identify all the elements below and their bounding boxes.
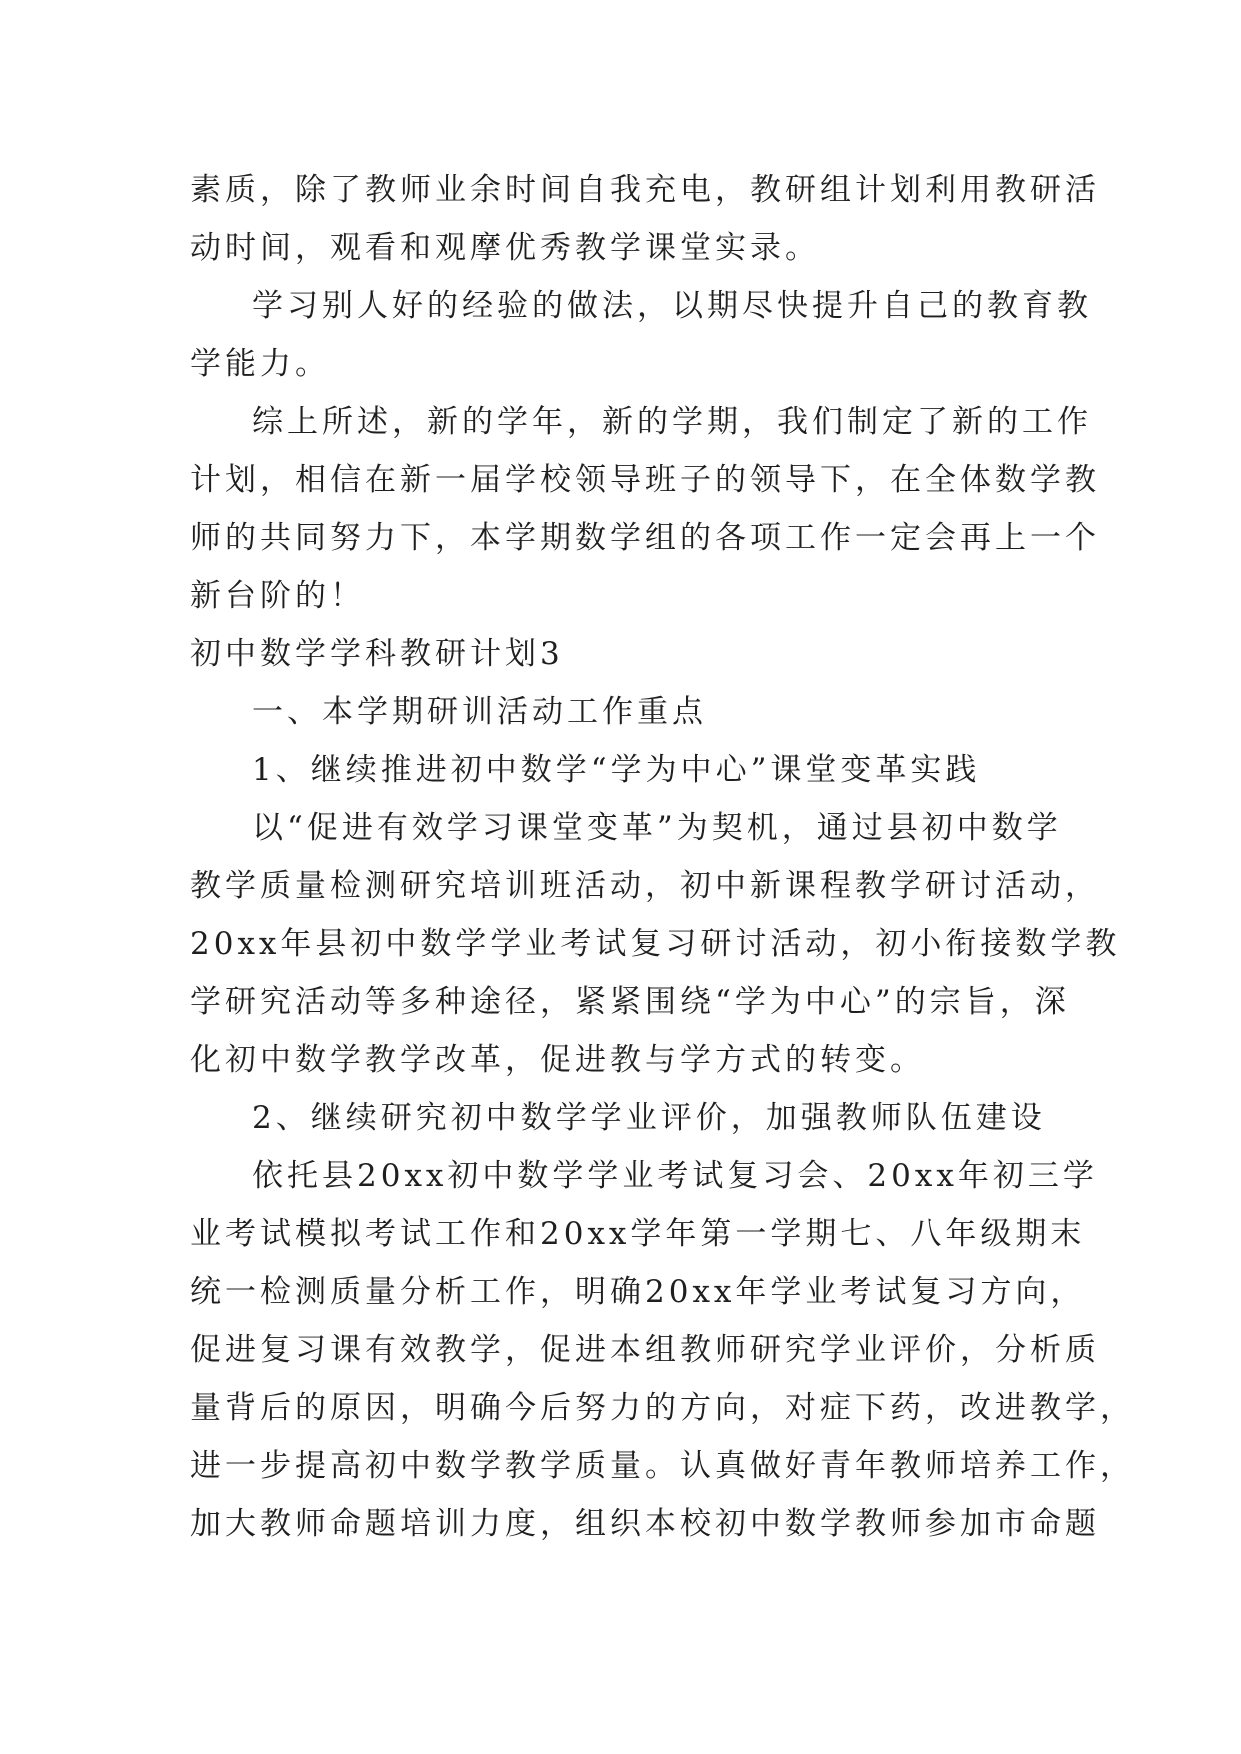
text-line: 教学质量检测研究培训班活动，初中新课程教学研讨活动，	[190, 868, 1100, 904]
text-line: 学能力。	[190, 346, 330, 382]
text-line: 促进复习课有效教学，促进本组教师研究学业评价，分析质	[190, 1332, 1100, 1368]
text-line: 业考试模拟考试工作和20xx学年第一学期七、八年级期末	[190, 1216, 1086, 1252]
text-line: 加大教师命题培训力度，组织本校初中数学教师参加市命题	[190, 1506, 1100, 1542]
text-line: 素质，除了教师业余时间自我充电，教研组计划利用教研活	[190, 172, 1100, 208]
text-line: 20xx年县初中数学学业考试复习研讨活动，初小衔接数学教	[190, 926, 1121, 962]
text-line: 进一步提高初中数学教学质量。认真做好青年教师培养工作，	[190, 1448, 1135, 1484]
section-title: 初中数学学科教研计划3	[190, 636, 564, 672]
text-line: 化初中数学教学改革，促进教与学方式的转变。	[190, 1042, 925, 1078]
text-line: 统一检测质量分析工作，明确20xx年学业考试复习方向，	[190, 1274, 1086, 1310]
text-line: 师的共同努力下，本学期数学组的各项工作一定会再上一个	[190, 520, 1100, 556]
text-line: 学研究活动等多种途径，紧紧围绕“学为中心”的宗旨，深	[190, 984, 1070, 1020]
subsection-heading: 1、继续推进初中数学“学为中心”课堂变革实践	[252, 752, 981, 788]
text-line: 新台阶的！	[190, 578, 365, 614]
text-line: 计划，相信在新一届学校领导班子的领导下，在全体数学教	[190, 462, 1100, 498]
subsection-heading: 2、继续研究初中数学学业评价，加强教师队伍建设	[252, 1100, 1046, 1136]
text-line: 以“促进有效学习课堂变革”为契机，通过县初中数学	[252, 810, 1062, 846]
text-line: 量背后的原因，明确今后努力的方向，对症下药，改进教学，	[190, 1390, 1135, 1426]
text-line: 综上所述，新的学年，新的学期，我们制定了新的工作	[252, 404, 1092, 440]
text-line: 动时间，观看和观摩优秀教学课堂实录。	[190, 230, 820, 266]
text-line: 学习别人好的经验的做法，以期尽快提升自己的教育教	[252, 288, 1092, 324]
text-line: 依托县20xx初中数学学业考试复习会、20xx年初三学	[252, 1158, 1098, 1194]
section-heading: 一、本学期研训活动工作重点	[252, 694, 707, 730]
